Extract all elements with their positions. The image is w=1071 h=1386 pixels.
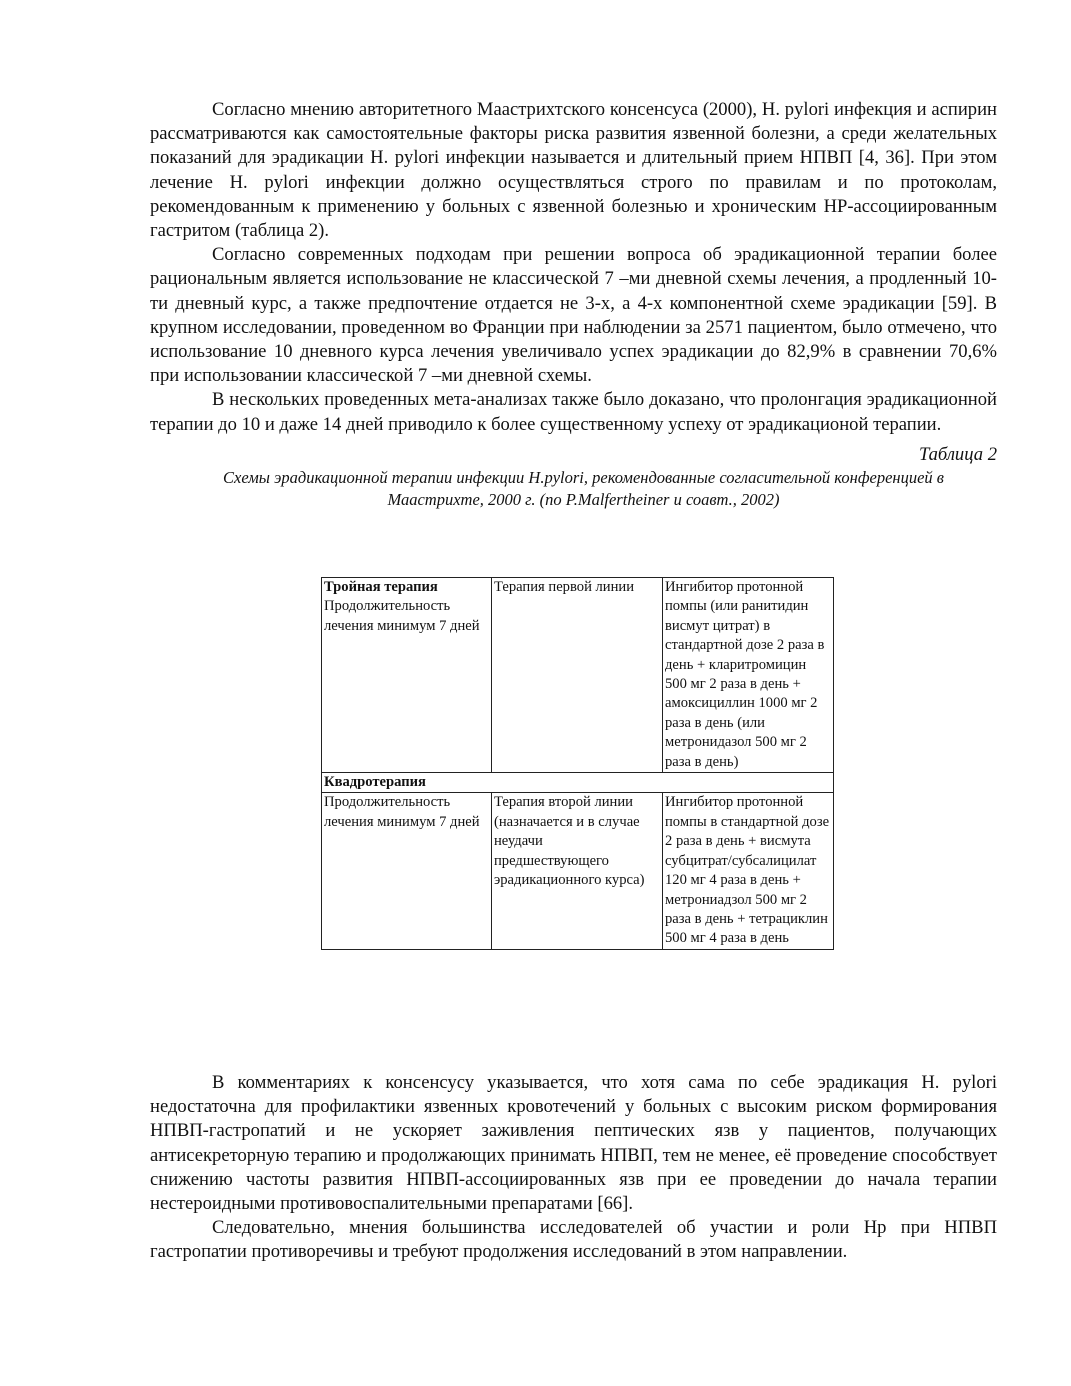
paragraph: В нескольких проведенных мета-анализах также было доказано, что пролонгация эрадикационной терапии до 10 и даже 14 дней приводило к более существенному успеху от эрадикационой терапии. [150, 389, 997, 435]
eradication-schemes-table [321, 577, 834, 950]
table-number: Таблица 2 [918, 443, 997, 465]
table-row [322, 578, 834, 773]
table-row [322, 793, 834, 949]
quadro-therapy-regimen: Ингибитор протонной помпы в стандартной дозе 2 раза в день + висмута субцитрат/субсалицилат 120 мг 4 раза в день + метрониадзол 500 мг 2 раза в день + тетрациклин 500 мг 4 раза в день [663, 793, 834, 949]
quadro-therapy-duration: Продолжительность лечения минимум 7 дней [322, 793, 492, 949]
document-body-top [150, 98, 997, 511]
table-row [322, 773, 834, 793]
document-body-bottom [150, 1071, 997, 1265]
triple-therapy-regimen: Ингибитор протонной помпы (или ранитидин висмут цитрат) в стандартной дозе 2 раза в день + кларитромицин 500 мг 2 раза в день + амоксициллин 1000 мг 2 раза в день (или метронидазол 500 мг 2 раза в день) [663, 578, 834, 773]
triple-therapy-line: Терапия первой линии [492, 578, 663, 773]
paragraph: Следовательно, мнения большинства исследователей об участии и роли Hp при НПВП гастропатии противоречивы и требуют продолжения исследований в этом направлении. [150, 1217, 997, 1263]
paragraph: Согласно мнению авторитетного Маастрихтского консенсуса (2000), H. pylori инфекция и аспирин рассматриваются как самостоятельные факторы риска развития язвенной болезни, а среди желательных показаний для эрадикации H. pylori инфекции называется и длительный прием НПВП [4, 36]. При этом лечение H. pylori инфекции должно осуществляться строго по правилам и по протоколам, рекомендованным к применению у больных с язвенной болезнью и хроническим HP-ассоциированным гастритом (таблица 2). [150, 99, 997, 242]
triple-therapy-duration: Продолжительность лечения минимум 7 дней [324, 598, 480, 634]
quadro-therapy-heading: Квадротерапия [322, 773, 834, 793]
quadro-therapy-line: Терапия второй линии (назначается и в случае неудачи предшествующего эрадикационного курса) [492, 793, 663, 949]
paragraph: В комментариях к консенсусу указывается, что хотя сама по себе эрадикация H. pylori недостаточна для профилактики язвенных кровотечений у больных с высоким риском формирования НПВП-гастропатий и не ускоряет заживления пептических язв у пациентов, получающих антисекреторную терапию и продолжающих принимать НПВП, тем не менее, её проведение способствует снижению частоты развития НПВП-ассоциированных язв при ее проведении до начала терапии нестероидными противовоспалительными препаратами [66]. [150, 1072, 997, 1215]
table-title: Схемы эрадикационной терапии инфекции H.pylori, рекомендованные согласительной конференцией в Маастрихте, 2000 г. (по P.Malfertheiner и соавт., 2002) [223, 468, 944, 510]
paragraph: Согласно современных подходам при решении вопроса об эрадикационной терапии более рациональным является использование не классической 7 –ми дневной схемы лечения, а продленный 10-ти дневный курс, а также предпочтение отдается не 3-х, а 4-х компонентной схеме эрадикации [59]. В крупном исследовании, проведенном во Франции при наблюдении за 2571 пациентом, было отмечено, что использование 10 дневного курса лечения увеличивало успех эрадикации до 82,9% в сравнении 70,6% при использовании классической 7 –ми дневной схемы. [150, 244, 997, 387]
table-cell [322, 578, 492, 773]
triple-therapy-heading: Тройная терапия [324, 579, 438, 595]
